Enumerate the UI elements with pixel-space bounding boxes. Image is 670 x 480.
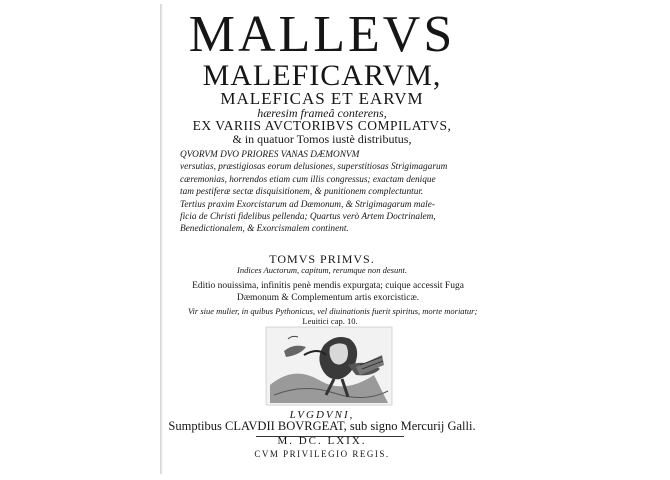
privilege-line: CVM PRIVILEGIO REGIS. xyxy=(254,449,390,459)
description-line: Benedictionalem, & Exorcismalem continent. xyxy=(180,224,349,235)
subtitle: MALEFICARVM, xyxy=(202,59,442,92)
title-line-4: hæresim frameâ conterens, xyxy=(257,106,387,120)
description-line: ficia de Christi fidelibus pellenda; Quartus verò Artem Doctrinalem, xyxy=(180,212,436,223)
imprint-place: LVGDVNI, xyxy=(289,409,355,421)
edition-line: Editio nouissima, infinitis penè mendis expurgata; cuique accessit Fuga xyxy=(192,281,464,291)
main-title: MALLEVS xyxy=(188,6,456,63)
description-line: tam pestiferæ sectæ disquisitionem, & punitionem complectuntur. xyxy=(180,187,424,198)
quote-text: Vir siue mulier, in quibus Pythonicus, vel diuinationis fuerit spiritus, morte moriatur; xyxy=(188,306,478,316)
quote-reference: Leuitici cap. 10. xyxy=(302,316,358,326)
title-line-6: & in quatuor Tomos iustè distributus, xyxy=(232,132,412,146)
edition-line: Dæmonum & Complementum artis exorcisticæ. xyxy=(236,293,420,303)
description-line: QVORVM DVO PRIORES VANAS DÆMONVM xyxy=(180,150,360,160)
imprint-publisher: Sumptibus CLAVDII BOVRGEAT, sub signo Mercurij Galli. xyxy=(168,419,476,433)
scripture-quote xyxy=(188,306,478,326)
description-line: Tertius praxim Exorcistarum ad Dæmonum, & Strigimagarum male- xyxy=(180,199,435,210)
edition-note xyxy=(188,280,468,304)
description-line: versutias, præstigiosas eorum delusiones, superstitiosas Strigimagarum xyxy=(180,162,448,173)
description-paragraph xyxy=(180,149,472,236)
volume-heading: TOMVS PRIMVS. xyxy=(269,252,375,266)
title-line-3: MALEFICAS ET EARVM xyxy=(220,89,424,108)
indices-note: Indices Auctorum, capitum, rerumque non desunt. xyxy=(237,265,407,275)
mercury-emblem-illustration xyxy=(264,325,394,407)
description-line: cæremonias, horrendos etiam cum illis congressus; exactam denique xyxy=(180,174,436,185)
imprint-year: M. DC. LXIX. xyxy=(277,435,367,447)
title-line-5: EX VARIIS AVCTORIBVS COMPILATVS, xyxy=(192,118,452,133)
